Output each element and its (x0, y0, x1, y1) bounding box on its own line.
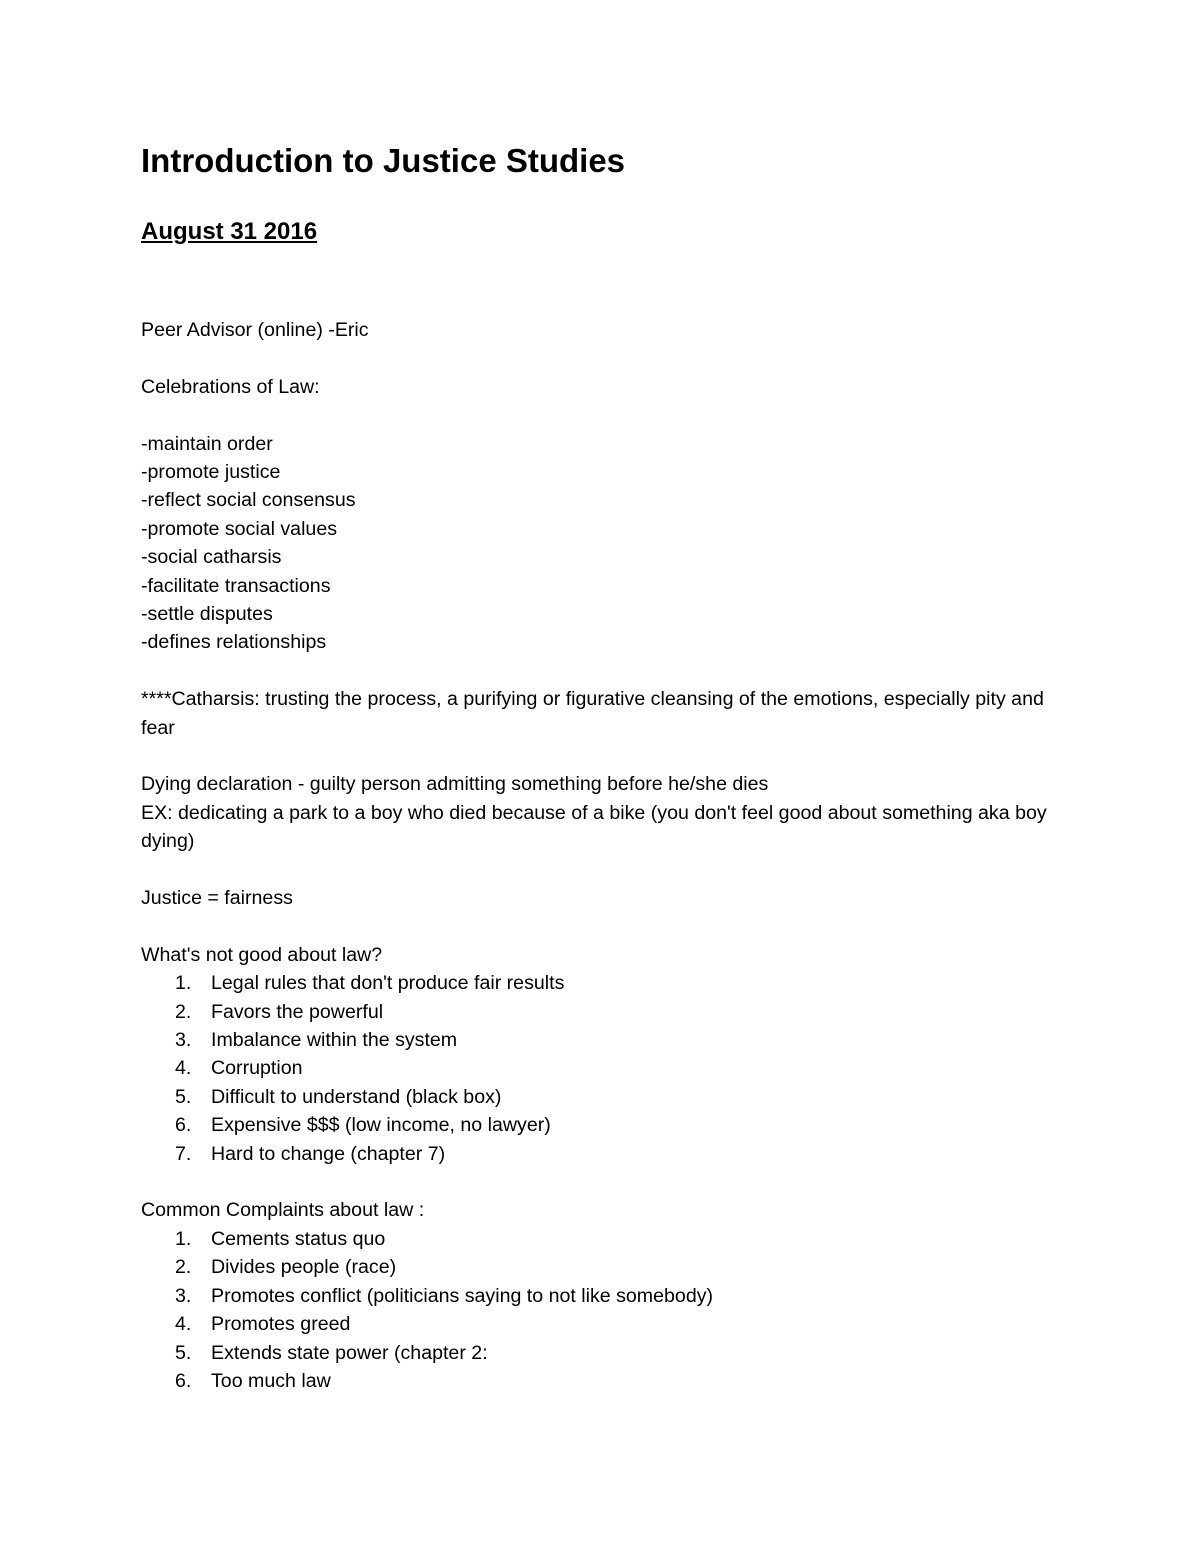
peer-advisor-line: Peer Advisor (online) -Eric (141, 319, 369, 341)
spacer (141, 742, 1071, 770)
list-text: Legal rules that don't produce fair results (211, 972, 565, 995)
list-item (141, 969, 1071, 997)
list-text: Promotes conflict (politicians saying to not like somebody) (211, 1284, 714, 1307)
list-item (141, 1253, 1071, 1281)
spacer (141, 912, 1071, 940)
list-text: Promotes greed (211, 1313, 351, 1336)
list-item: -maintain order (141, 432, 273, 455)
list-number: 1. (175, 1227, 192, 1250)
list-text: Favors the powerful (211, 1000, 384, 1023)
list-number: 1. (175, 972, 192, 995)
list-item (141, 1367, 1071, 1395)
list-item (141, 1140, 1071, 1168)
list-item: -social catharsis (141, 546, 282, 569)
list-item (141, 1225, 1071, 1253)
list-text: Difficult to understand (black box) (211, 1085, 502, 1108)
list-text: Hard to change (chapter 7) (211, 1142, 446, 1165)
not-good-heading: What's not good about law? (141, 943, 383, 966)
list-item: -reflect social consensus (141, 489, 356, 512)
list-item: -defines relationships (141, 631, 327, 654)
list-text: Divides people (race) (211, 1256, 397, 1279)
list-number: 4. (175, 1313, 192, 1336)
list-number: 6. (175, 1369, 192, 1392)
document-page (141, 0, 1071, 1553)
list-number: 5. (175, 1085, 192, 1108)
complaints-heading: Common Complaints about law : (141, 1199, 425, 1222)
list-number: 3. (175, 1284, 192, 1307)
list-text: Extends state power (chapter 2: (211, 1341, 488, 1364)
list-number: 2. (175, 1256, 192, 1279)
lecture-date: August 31 2016 (141, 218, 318, 245)
celebrations-heading: Celebrations of Law: (141, 375, 320, 398)
list-item (141, 1111, 1071, 1139)
list-item (141, 1282, 1071, 1310)
spacer (141, 401, 1071, 429)
dying-declaration-line: Dying declaration - guilty person admitting something before he/she dies (141, 773, 769, 796)
list-text: Imbalance within the system (211, 1029, 458, 1052)
justice-definition: Justice = fairness (141, 887, 293, 910)
not-good-list (141, 969, 1071, 1168)
list-text: Expensive $$$ (low income, no lawyer) (211, 1114, 551, 1137)
complaints-list (141, 1225, 1071, 1395)
dying-declaration-example: EX: dedicating a park to a boy who died because of a bike (you don't feel good about something aka boy dying) (141, 801, 1047, 853)
catharsis-note: ****Catharsis: trusting the process, a purifying or figurative cleansing of the emotions, especially pity and fear (141, 688, 1044, 739)
celebrations-list (141, 430, 1071, 657)
list-item (141, 1339, 1071, 1367)
notes-body (141, 316, 1071, 1395)
list-item: -promote social values (141, 517, 338, 540)
spacer (141, 1168, 1071, 1196)
list-item (141, 1310, 1071, 1338)
list-item (141, 998, 1071, 1026)
list-number: 4. (175, 1057, 192, 1080)
list-number: 2. (175, 1000, 192, 1023)
list-item: -facilitate transactions (141, 574, 331, 597)
list-item (141, 1026, 1071, 1054)
list-text: Corruption (211, 1057, 303, 1080)
list-item: -promote justice (141, 461, 281, 483)
spacer (141, 856, 1071, 884)
list-number: 3. (175, 1029, 192, 1052)
list-item (141, 1083, 1071, 1111)
list-text: Cements status quo (211, 1227, 386, 1250)
list-number: 5. (175, 1341, 192, 1364)
document-title: Introduction to Justice Studies (141, 142, 626, 179)
list-item: -settle disputes (141, 603, 273, 626)
list-number: 6. (175, 1114, 192, 1137)
list-text: Too much law (211, 1369, 331, 1392)
list-item (141, 1054, 1071, 1082)
spacer (141, 657, 1071, 685)
spacer (141, 344, 1071, 372)
list-number: 7. (175, 1142, 192, 1165)
